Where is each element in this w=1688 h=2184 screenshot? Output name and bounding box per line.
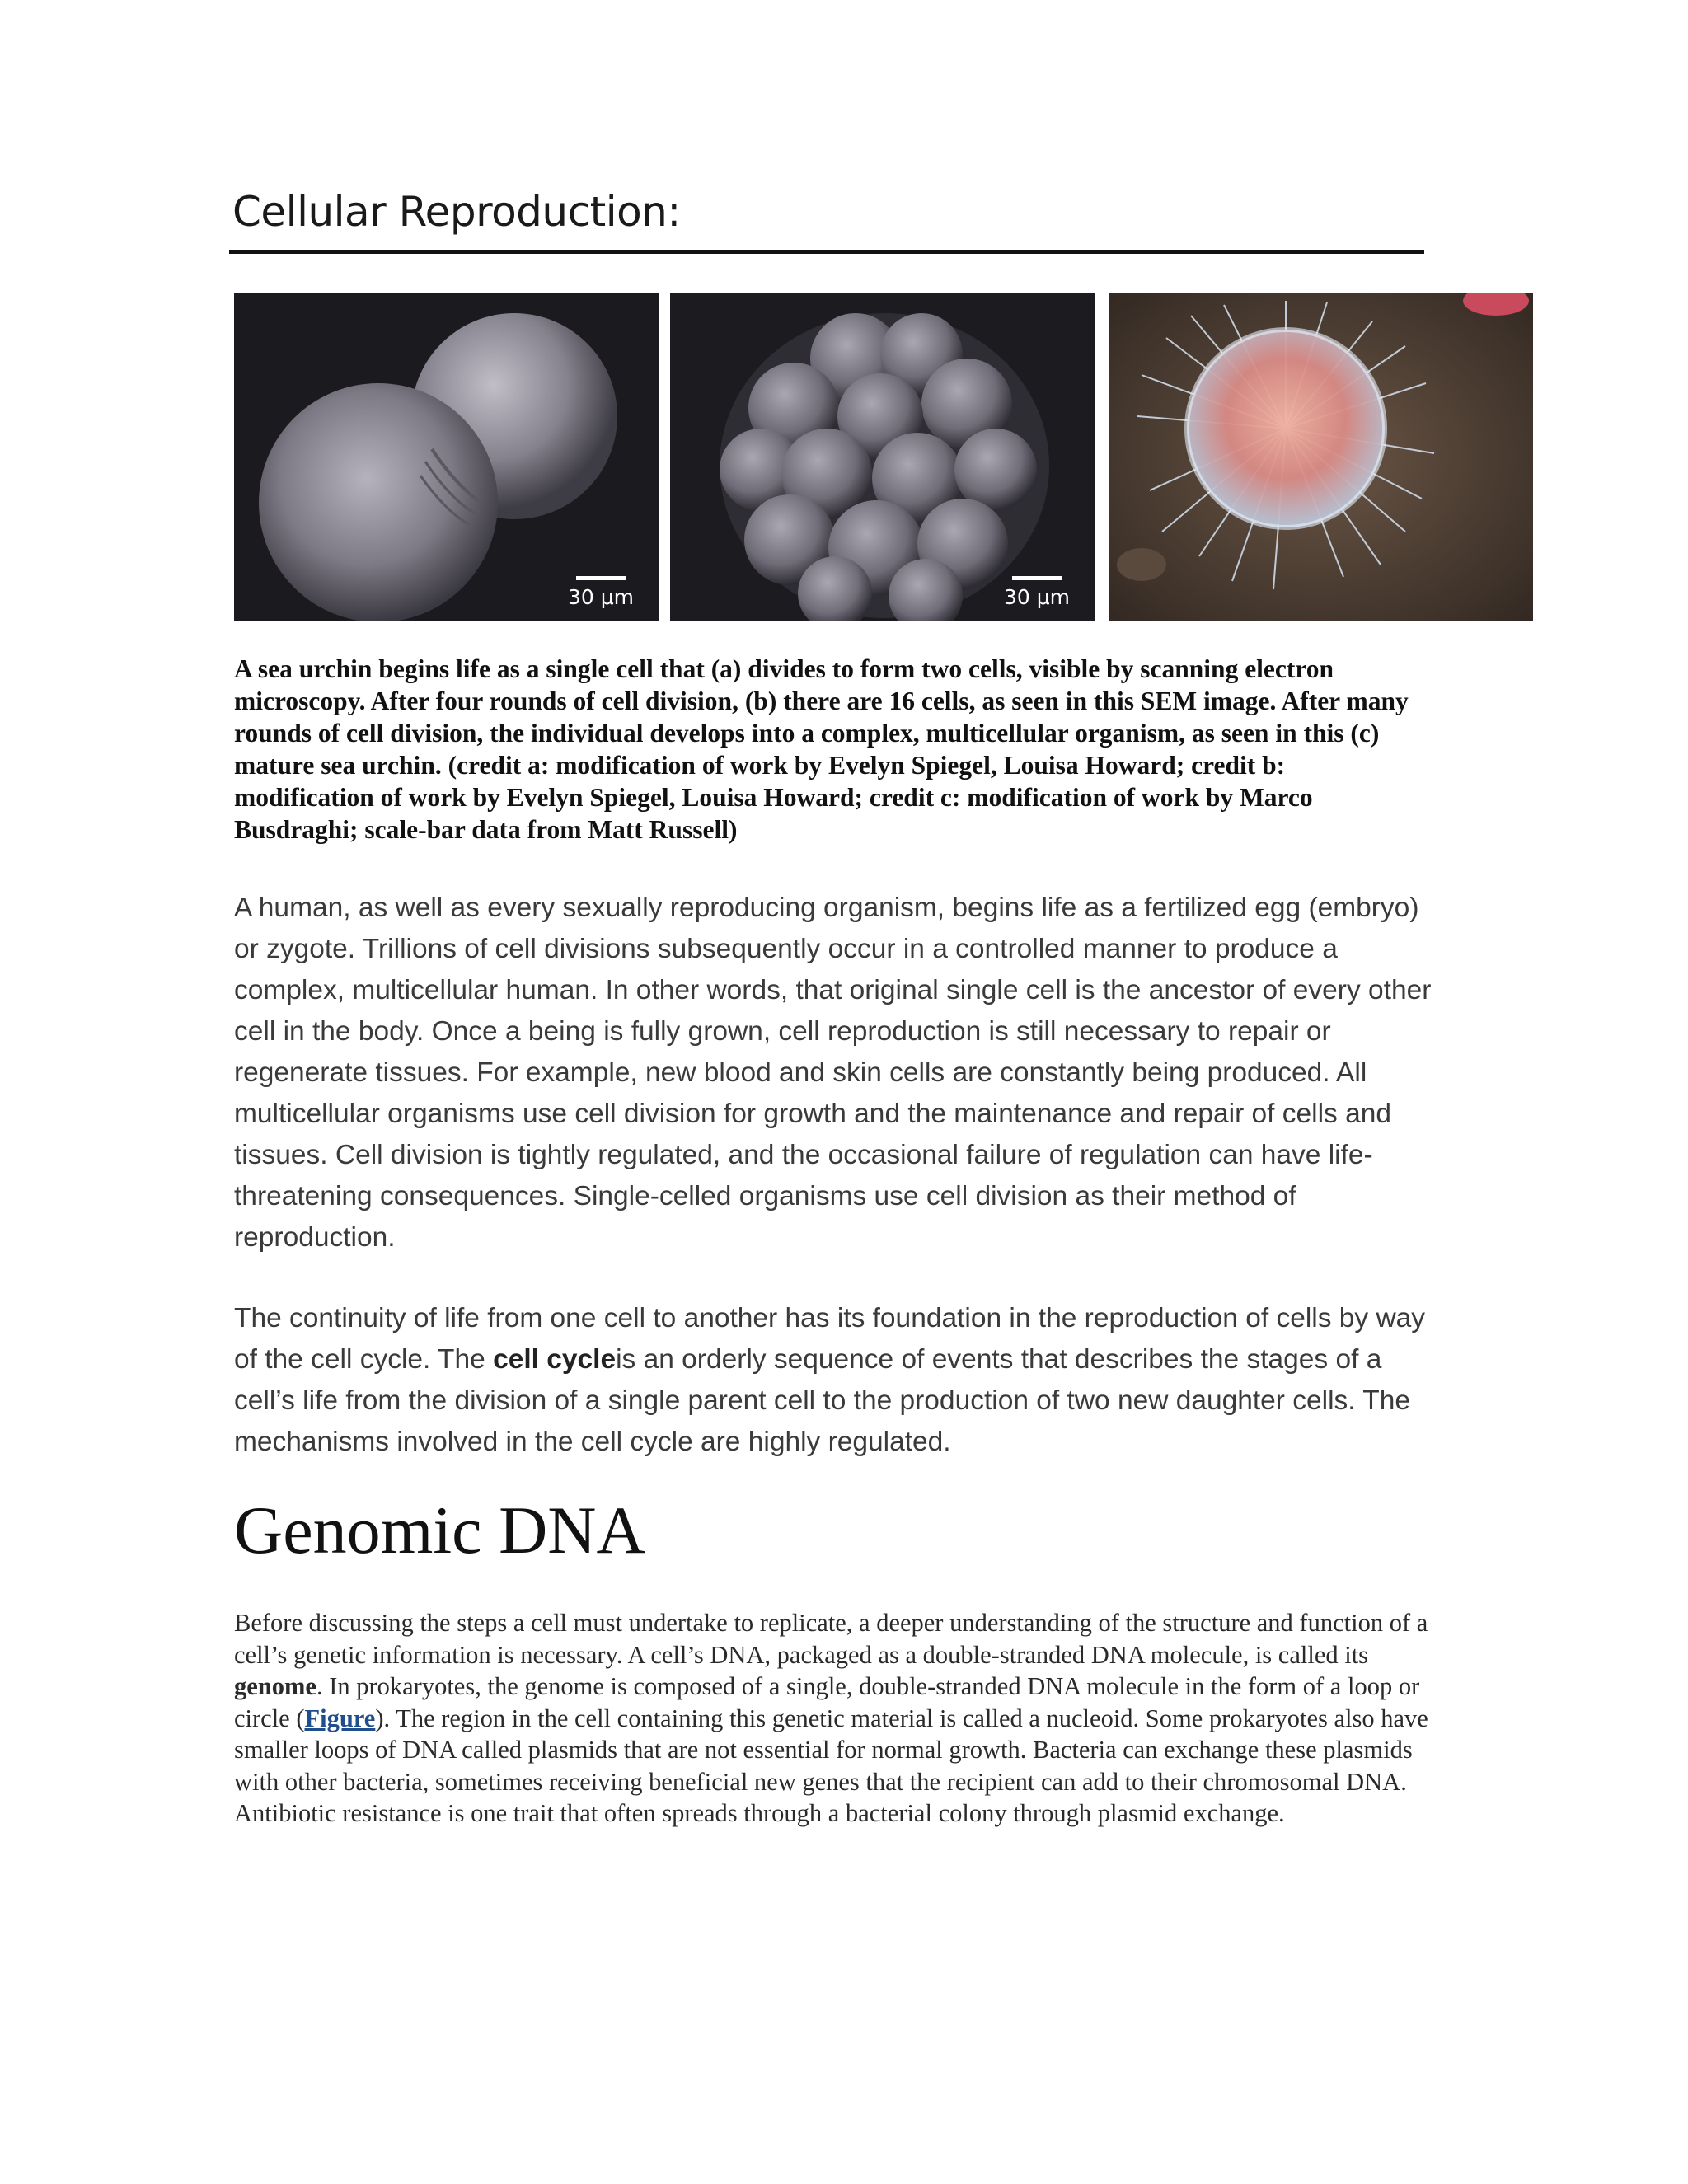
title-underline — [229, 250, 1424, 254]
sixteen-cell-embryo-image — [670, 293, 1095, 621]
genome-term: genome — [234, 1672, 316, 1700]
genomic-dna-paragraph — [234, 1607, 1437, 1830]
figure-link[interactable]: Figure — [304, 1704, 376, 1732]
genomic-text-part1: Before discussing the steps a cell must undertake to replicate, a deeper understanding of the structure and function of a cell’s genetic information is necessary. A cell’s DNA, packaged as a double-stranded DNA molecule, is called its — [234, 1609, 1428, 1669]
page-title: Cellular Reproduction: — [232, 188, 681, 236]
figure-caption: A sea urchin begins life as a single cell that (a) divides to form two cells, visible by scanning electron microscopy. After four rounds of cell division, (b) there are 16 cells, as seen in this SEM image. After many rounds of cell division, the individual develops into a complex, multicellular organism, as seen in this (c) mature sea urchin. (credit a: modification of work by Evelyn Spiegel, Louisa Howard; credit b: modification of work by Evelyn Spiegel, Louisa Howard; credit c: modification of work by Marco Busdraghi; scale-bar data from Matt Russell) — [234, 654, 1409, 844]
scale-label-b: 30 μm — [1003, 585, 1070, 609]
cell-cycle-term: cell cycle — [493, 1344, 617, 1375]
figure-panel-two-cell — [234, 293, 659, 621]
genomic-text-part3: ). The region in the cell containing this genetic material is called a nucleoid. Some prokaryotes also have smaller loops of DNA called plasmids that are not essential for normal growth. Bacteria can exchange these plasmids with other bacteria, sometimes receiving beneficial new genes that the recipient can add to their chromosomal DNA. Antibiotic resistance is one trait that often spreads through a bacterial colony through plasmid exchange. — [234, 1704, 1428, 1827]
genomic-text-part2: . In prokaryotes, the genome is composed of a single, double-stranded DNA molecule in the form of a loop or circle ( — [234, 1672, 1420, 1732]
scale-label-a: 30 μm — [567, 585, 634, 609]
section-heading-genomic-dna: Genomic DNA — [234, 1493, 645, 1568]
scale-bar-b — [1004, 576, 1070, 609]
scale-bar-a — [568, 576, 634, 609]
figure-panel-mature-urchin — [1109, 293, 1533, 621]
cell-cycle-text-after: is an orderly sequence of events that describes the stages of a cell’s life from the division of a single parent cell to the production of two new daughter cells. The mechanisms involved in the cell cycle are highly regulated. — [234, 1344, 1411, 1457]
two-cell-embryo-image — [234, 293, 659, 621]
sea-urchin-photo — [1109, 293, 1533, 621]
intro-paragraph: A human, as well as every sexually reproducing organism, begins life as a fertilized egg (embryo) or zygote. Trillions of cell divisions subsequently occur in a controlled manner to produce a complex, multicellular human. In other words, that original single cell is the ancestor of every other cell in the body. Once a being is fully grown, cell reproduction is still necessary to repair or regenerate tissues. For example, new blood and skin cells are constantly being produced. All multicellular organisms use cell division for growth and the maintenance and repair of cells and tissues. Cell division is tightly regulated, and the occasional failure of regulation can have life-threatening consequences. Single-celled organisms use cell division as their method of reproduction. — [234, 893, 1432, 1253]
cell-cycle-text-before: The continuity of life from one cell to another has its foundation in the reproduction of cells by way of the cell cycle. The — [234, 1303, 1426, 1375]
figure-panel-sixteen-cell — [670, 293, 1095, 621]
cell-cycle-paragraph — [234, 1298, 1446, 1463]
